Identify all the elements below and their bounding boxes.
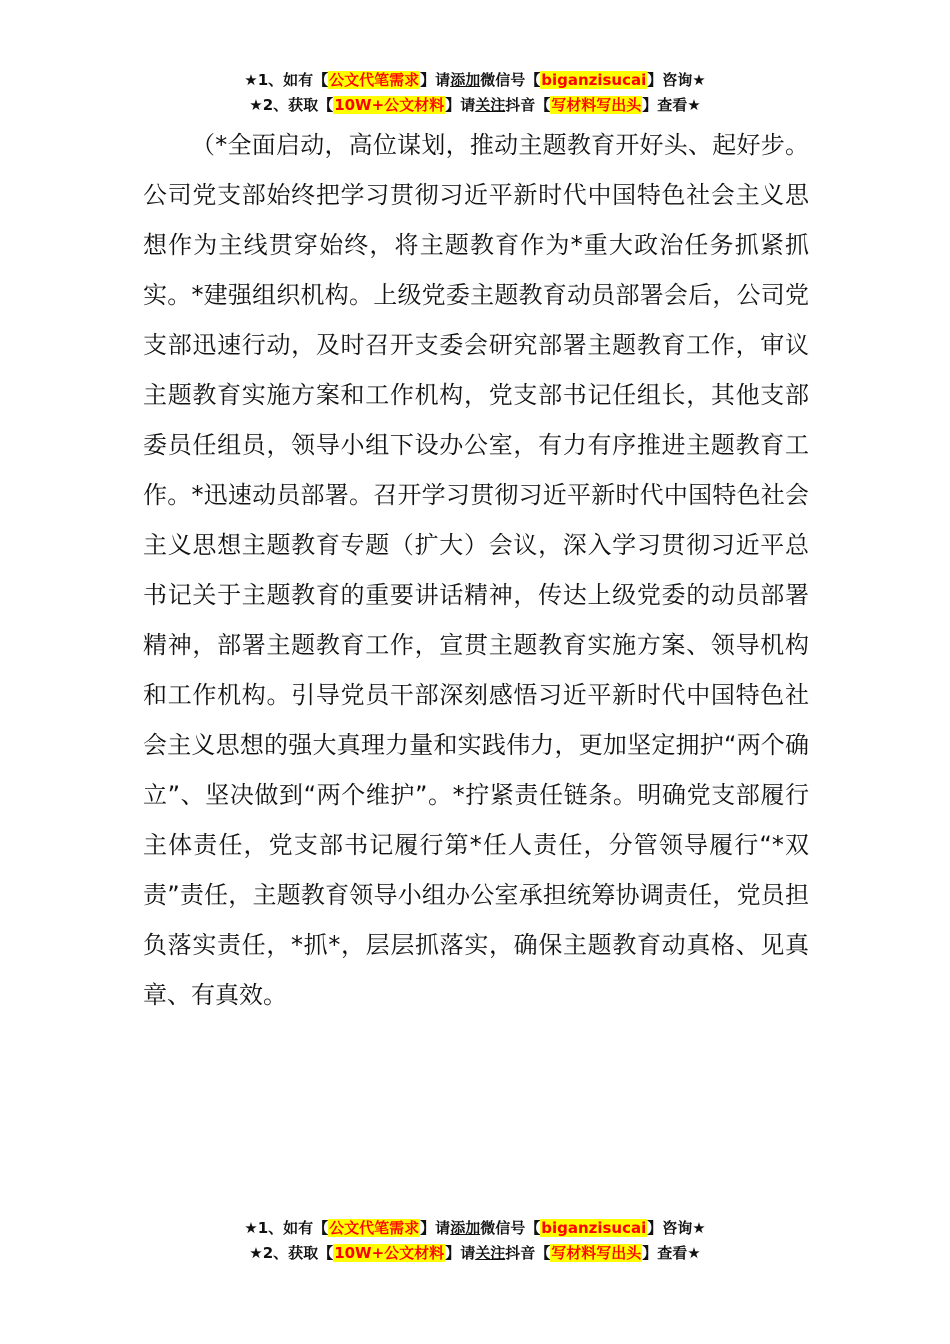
promo-highlight-materials: 10W+公文材料	[334, 96, 445, 114]
promo-highlight-wechat-id: biganzisucai	[541, 71, 647, 89]
promo-highlight-douyin: 写材料写出头	[551, 96, 642, 114]
promo-highlight-wechat-id: biganzisucai	[541, 1219, 647, 1237]
header-promo-banner	[0, 68, 950, 118]
promo-highlight-service: 公文代笔需求	[329, 1219, 420, 1237]
footer-promo-line-1: ★1、如有【公文代笔需求】请添加微信号【biganzisucai】咨询★	[244, 1219, 706, 1237]
footer-promo-line-2: ★2、获取【10W+公文材料】请关注抖音【写材料写出头】查看★	[249, 1244, 701, 1262]
document-body-paragraph: （*全面启动，高位谋划，推动主题教育开好头、起好步。公司党支部始终把学习贯彻习近平新时代中国特色社会主义思想作为主线贯穿始终，将主题教育作为*重大政治任务抓紧抓实。*建强组织机构。上级党委主题教育动员部署会后，公司党支部迅速行动，及时召开支委会研究部署主题教育工作，审议主题教育实施方案和工作机构，党支部书记任组长，其他支部委员任组员，领导小组下设办公室，有力有序推进主题教育工作。*迅速动员部署。召开学习贯彻习近平新时代中国特色社会主义思想主题教育专题（扩大）会议，深入学习贯彻习近平总书记关于主题教育的重要讲话精神，传达上级党委的动员部署精神，部署主题教育工作，宣贯主题教育实施方案、领导机构和工作机构。引导党员干部深刻感悟习近平新时代中国特色社会主义思想的强大真理力量和实践伟力，更加坚定拥护“两个确立”、坚决做到“两个维护”。*拧紧责任链条。明确党支部履行主体责任，党支部书记履行第*任人责任，分管领导履行“*双责”责任，主题教育领导小组办公室承担统筹协调责任，党员担负落实责任，*抓*，层层抓落实，确保主题教育动真格、见真章、有真效。	[143, 131, 809, 1009]
header-promo-line-1: ★1、如有【公文代笔需求】请添加微信号【biganzisucai】咨询★	[244, 71, 706, 89]
header-promo-line-2: ★2、获取【10W+公文材料】请关注抖音【写材料写出头】查看★	[249, 96, 701, 114]
promo-highlight-douyin: 写材料写出头	[551, 1244, 642, 1262]
promo-highlight-materials: 10W+公文材料	[334, 1244, 445, 1262]
footer-promo-banner	[0, 1216, 950, 1266]
promo-highlight-service: 公文代笔需求	[329, 71, 420, 89]
